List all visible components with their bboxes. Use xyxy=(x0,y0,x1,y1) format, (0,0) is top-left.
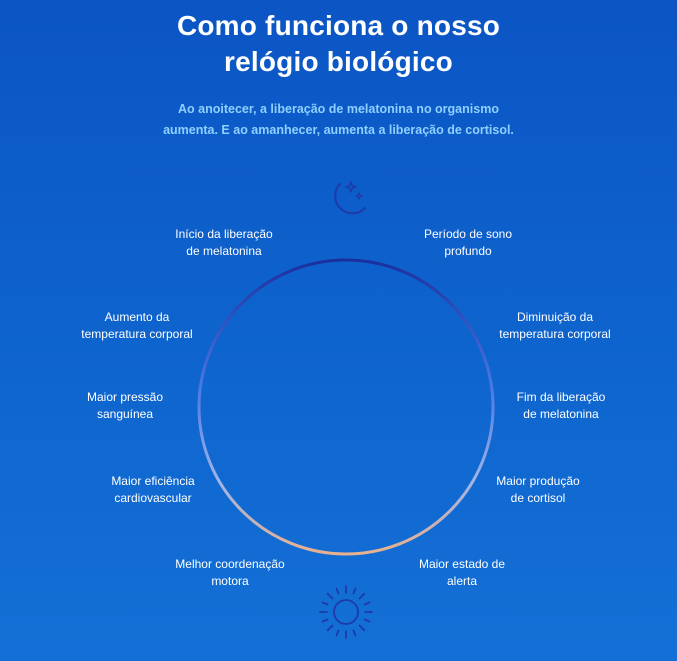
title-line-2: relógio biológico xyxy=(224,46,453,77)
label-line: Período de sono xyxy=(423,227,513,241)
sun-icon xyxy=(318,584,374,640)
label-line: cardiovascular xyxy=(114,491,192,505)
label-line: Aumento da xyxy=(104,310,170,324)
label-alertness xyxy=(377,556,547,590)
label-line: Maior produção xyxy=(496,474,580,488)
label-line: Maior estado de xyxy=(418,557,506,571)
label-line: de melatonina xyxy=(523,407,599,421)
label-line: de cortisol xyxy=(510,491,566,505)
label-line: Melhor coordenação xyxy=(175,557,285,571)
label-line: sanguínea xyxy=(96,407,154,421)
label-line: temperatura corporal xyxy=(81,327,193,341)
label-line: Fim da liberação xyxy=(516,390,606,404)
subtitle-line-1: Ao anoitecer, a liberação de melatonina no organismo xyxy=(178,102,499,116)
subtitle xyxy=(0,99,677,141)
label-line: Diminuição da xyxy=(516,310,594,324)
label-cardiovascular xyxy=(68,473,238,507)
label-line: profundo xyxy=(444,244,492,258)
label-body-temp-decrease xyxy=(470,309,640,343)
label-melatonin-start xyxy=(139,226,309,260)
label-line: de melatonina xyxy=(186,244,262,258)
label-cortisol-production xyxy=(453,473,623,507)
label-motor-coordination xyxy=(145,556,315,590)
label-line: temperatura corporal xyxy=(499,327,611,341)
label-deep-sleep xyxy=(383,226,553,260)
label-body-temp-increase xyxy=(52,309,222,343)
label-blood-pressure xyxy=(40,389,210,423)
clock-ring xyxy=(196,256,496,558)
label-line: Maior eficiência xyxy=(111,474,195,488)
subtitle-line-2: aumenta. E ao amanhecer, aumenta a liberação de cortisol. xyxy=(163,123,514,137)
moon-stars-icon xyxy=(322,178,368,224)
label-melatonin-end xyxy=(476,389,646,423)
title-line-1: Como funciona o nosso xyxy=(176,10,501,41)
label-line: alerta xyxy=(446,574,478,588)
label-line: motora xyxy=(211,574,249,588)
label-line: Início da liberação xyxy=(175,227,273,241)
label-line: Maior pressão xyxy=(86,390,164,404)
page-title xyxy=(0,8,677,80)
